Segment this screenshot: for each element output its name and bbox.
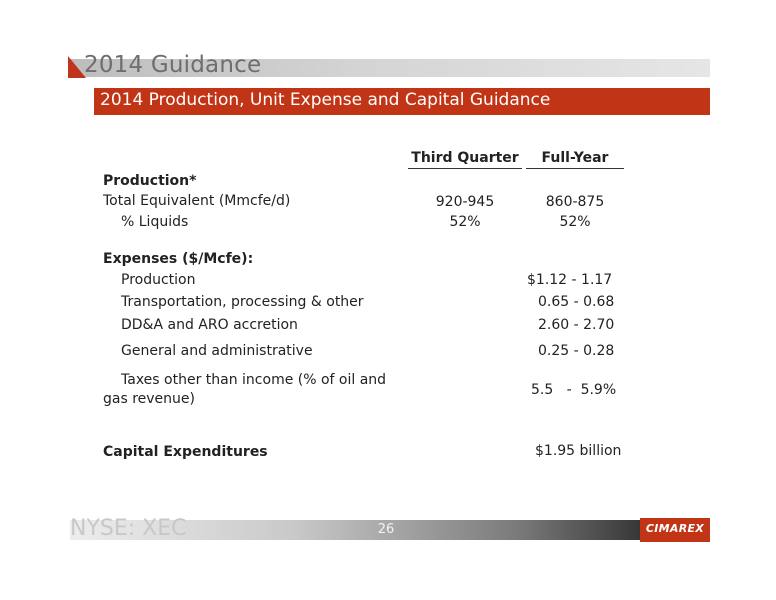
row-label-total-equivalent: Total Equivalent (Mmcfe/d) [103, 193, 291, 209]
row-label-transportation: Transportation, processing & other [121, 294, 364, 310]
value-fy-production-expense: $1.12 - 1.17 [527, 272, 613, 288]
cimarex-logo [640, 518, 710, 542]
row-label-capex: Capital Expenditures [103, 444, 268, 460]
column-header-third-quarter: Third Quarter [408, 150, 522, 169]
footer-ticker: NYSE: XEC [70, 516, 187, 541]
row-label-taxes-line2: gas revenue) [103, 391, 195, 407]
value-fy-total-equivalent: 860-875 [545, 194, 605, 210]
value-fy-general-admin: 0.25 - 0.28 [538, 343, 615, 359]
page-number: 26 [377, 522, 395, 537]
value-fy-liquids: 52% [559, 214, 591, 230]
column-header-full-year: Full-Year [526, 150, 624, 169]
row-label-liquids: % Liquids [121, 214, 189, 230]
value-q3-liquids: 52% [449, 214, 481, 230]
row-label-dda: DD&A and ARO accretion [121, 317, 298, 333]
value-q3-total-equivalent: 920-945 [435, 194, 495, 210]
value-fy-taxes: 5.5 - 5.9% [531, 382, 617, 398]
page-subtitle: 2014 Production, Unit Expense and Capital Guidance [100, 90, 551, 110]
row-label-production-expense: Production [121, 272, 196, 288]
section-label-production: Production* [103, 173, 197, 189]
value-fy-transportation: 0.65 - 0.68 [538, 294, 615, 310]
section-label-expenses: Expenses ($/Mcfe): [103, 251, 254, 267]
page-title: 2014 Guidance [84, 52, 262, 78]
logo-text: CIMAREX [645, 522, 705, 535]
row-label-general-admin: General and administrative [121, 343, 313, 359]
row-label-taxes-line1: Taxes other than income (% of oil and [121, 372, 387, 388]
value-fy-dda: 2.60 - 2.70 [538, 317, 615, 333]
value-fy-capex: $1.95 billion [535, 443, 622, 459]
